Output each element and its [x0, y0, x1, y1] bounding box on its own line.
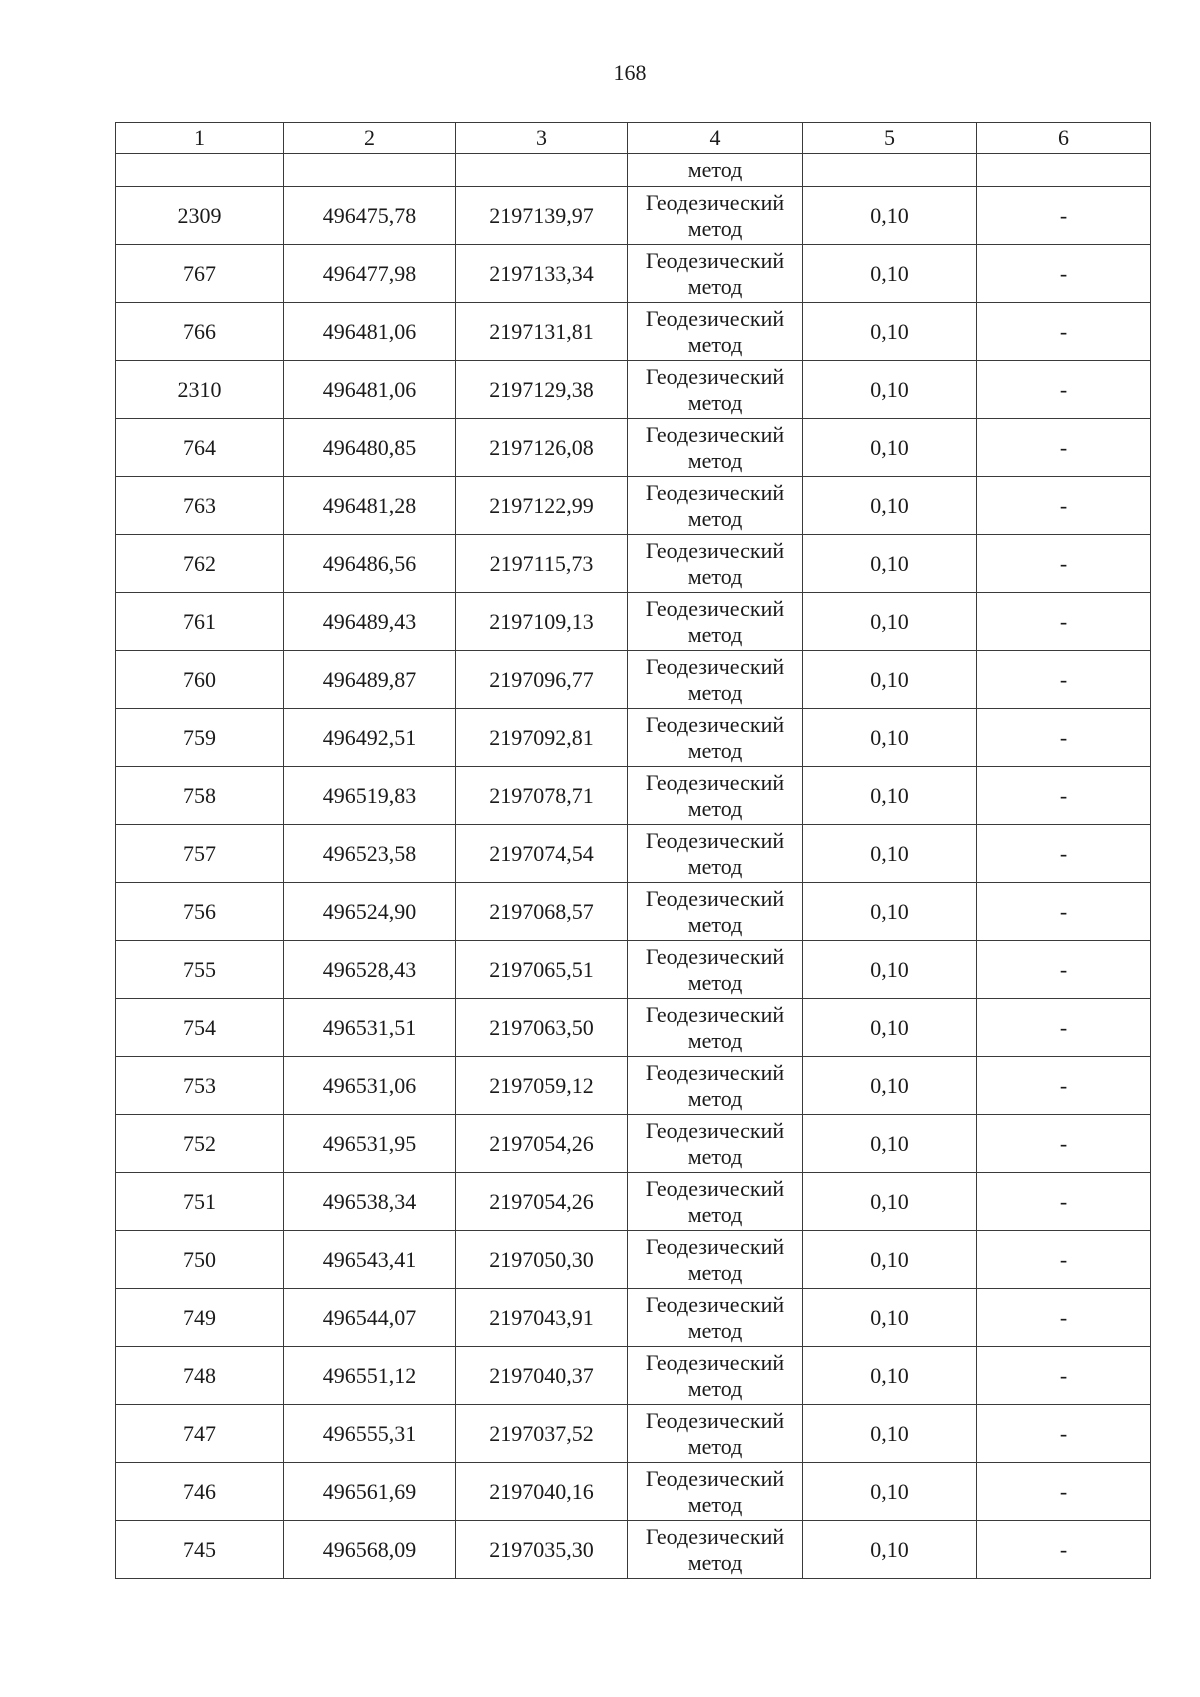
- y-coordinate-cell: 2197074,54: [456, 825, 628, 883]
- table-row: [116, 1173, 1151, 1231]
- method-line-1: Геодезический: [645, 1233, 785, 1259]
- method-line-1: Геодезический: [645, 769, 785, 795]
- method-line-2: метод: [687, 795, 743, 821]
- y-coordinate-cell: 2197131,81: [456, 303, 628, 361]
- accuracy-cell: 0,10: [803, 1347, 977, 1405]
- column-header: 6: [977, 123, 1151, 154]
- description-cell: -: [977, 1347, 1151, 1405]
- description-cell: -: [977, 1405, 1151, 1463]
- point-number-cell: 2309: [116, 187, 284, 245]
- y-coordinate-cell: 2197035,30: [456, 1521, 628, 1579]
- x-coordinate-cell: 496489,87: [284, 651, 456, 709]
- y-coordinate-cell: 2197133,34: [456, 245, 628, 303]
- method-line-2: метод: [687, 331, 743, 357]
- table-body: [116, 123, 1151, 1579]
- accuracy-cell: 0,10: [803, 1521, 977, 1579]
- description-cell: -: [977, 1521, 1151, 1579]
- method-line-2: метод: [687, 1259, 743, 1285]
- accuracy-cell: 0,10: [803, 1115, 977, 1173]
- method-line-2: метод: [687, 505, 743, 531]
- description-cell: -: [977, 1289, 1151, 1347]
- table-row: [116, 419, 1151, 477]
- y-coordinate-cell: 2197126,08: [456, 419, 628, 477]
- method-line-2: метод: [687, 389, 743, 415]
- y-coordinate-cell: 2197054,26: [456, 1115, 628, 1173]
- method-line-1: Геодезический: [645, 827, 785, 853]
- method-cell: [628, 245, 803, 303]
- description-cell: -: [977, 651, 1151, 709]
- point-number-cell: 752: [116, 1115, 284, 1173]
- accuracy-cell: 0,10: [803, 767, 977, 825]
- description-cell: -: [977, 593, 1151, 651]
- method-line-1: Геодезический: [645, 1465, 785, 1491]
- table-row: [116, 1463, 1151, 1521]
- x-coordinate-cell: 496492,51: [284, 709, 456, 767]
- description-cell: -: [977, 941, 1151, 999]
- y-coordinate-cell: 2197065,51: [456, 941, 628, 999]
- accuracy-cell: 0,10: [803, 1057, 977, 1115]
- point-number-cell: 758: [116, 767, 284, 825]
- x-coordinate-cell: 496531,95: [284, 1115, 456, 1173]
- method-cell: [628, 1115, 803, 1173]
- y-coordinate-cell: 2197122,99: [456, 477, 628, 535]
- y-coordinate-cell: 2197059,12: [456, 1057, 628, 1115]
- method-line-1: Геодезический: [645, 1117, 785, 1143]
- x-coordinate-cell: 496481,28: [284, 477, 456, 535]
- point-number-cell: 2310: [116, 361, 284, 419]
- table-row: [116, 883, 1151, 941]
- description-cell: -: [977, 1231, 1151, 1289]
- y-coordinate-cell: 2197129,38: [456, 361, 628, 419]
- table-row: [116, 651, 1151, 709]
- table-cell: [977, 154, 1151, 187]
- y-coordinate-cell: 2197115,73: [456, 535, 628, 593]
- accuracy-cell: 0,10: [803, 419, 977, 477]
- method-cell: [628, 825, 803, 883]
- method-cell: [628, 1289, 803, 1347]
- column-header: 3: [456, 123, 628, 154]
- method-line-2: метод: [687, 737, 743, 763]
- description-cell: -: [977, 767, 1151, 825]
- column-header: 2: [284, 123, 456, 154]
- method-line-1: Геодезический: [645, 1059, 785, 1085]
- table-row: [116, 535, 1151, 593]
- method-line-1: Геодезический: [645, 421, 785, 447]
- table-row: [116, 1521, 1151, 1579]
- method-line-2: метод: [687, 621, 743, 647]
- method-line-1: Геодезический: [645, 1407, 785, 1433]
- method-cell: [628, 303, 803, 361]
- x-coordinate-cell: 496543,41: [284, 1231, 456, 1289]
- accuracy-cell: 0,10: [803, 1173, 977, 1231]
- x-coordinate-cell: 496480,85: [284, 419, 456, 477]
- description-cell: -: [977, 535, 1151, 593]
- y-coordinate-cell: 2197054,26: [456, 1173, 628, 1231]
- method-line-1: Геодезический: [645, 1001, 785, 1027]
- table-row: [116, 767, 1151, 825]
- table-row: [116, 361, 1151, 419]
- x-coordinate-cell: 496523,58: [284, 825, 456, 883]
- method-cell: [628, 593, 803, 651]
- method-line-2: метод: [687, 911, 743, 937]
- method-line-2: метод: [687, 1433, 743, 1459]
- x-coordinate-cell: 496528,43: [284, 941, 456, 999]
- accuracy-cell: 0,10: [803, 477, 977, 535]
- method-line-2: метод: [687, 215, 743, 241]
- x-coordinate-cell: 496561,69: [284, 1463, 456, 1521]
- y-coordinate-cell: 2197043,91: [456, 1289, 628, 1347]
- description-cell: -: [977, 1057, 1151, 1115]
- point-number-cell: 754: [116, 999, 284, 1057]
- column-header: 1: [116, 123, 284, 154]
- method-cell: [628, 1521, 803, 1579]
- method-cell: [628, 361, 803, 419]
- table-row: [116, 477, 1151, 535]
- description-cell: -: [977, 1115, 1151, 1173]
- description-cell: -: [977, 1173, 1151, 1231]
- description-cell: -: [977, 883, 1151, 941]
- method-cell: [628, 1231, 803, 1289]
- method-cell: [628, 477, 803, 535]
- x-coordinate-cell: 496531,51: [284, 999, 456, 1057]
- page-number: 168: [613, 60, 647, 85]
- table-row: [116, 1405, 1151, 1463]
- method-line-1: Геодезический: [645, 479, 785, 505]
- accuracy-cell: 0,10: [803, 941, 977, 999]
- y-coordinate-cell: 2197040,37: [456, 1347, 628, 1405]
- table-cell: [803, 154, 977, 187]
- method-line-1: Геодезический: [645, 1291, 785, 1317]
- table-cell: [116, 154, 284, 187]
- continuation-row: [116, 154, 1151, 187]
- method-line-1: Геодезический: [645, 1175, 785, 1201]
- description-cell: -: [977, 999, 1151, 1057]
- point-number-cell: 749: [116, 1289, 284, 1347]
- description-cell: -: [977, 825, 1151, 883]
- table-row: [116, 593, 1151, 651]
- method-line-1: Геодезический: [645, 1349, 785, 1375]
- description-cell: -: [977, 419, 1151, 477]
- method-cell: [628, 1173, 803, 1231]
- method-cell: [628, 999, 803, 1057]
- method-cell: [628, 767, 803, 825]
- point-number-cell: 753: [116, 1057, 284, 1115]
- y-coordinate-cell: 2197063,50: [456, 999, 628, 1057]
- table-row: [116, 1289, 1151, 1347]
- point-number-cell: 750: [116, 1231, 284, 1289]
- x-coordinate-cell: 496486,56: [284, 535, 456, 593]
- accuracy-cell: 0,10: [803, 535, 977, 593]
- x-coordinate-cell: 496531,06: [284, 1057, 456, 1115]
- table-row: [116, 1057, 1151, 1115]
- method-line-2: метод: [687, 1085, 743, 1111]
- x-coordinate-cell: 496551,12: [284, 1347, 456, 1405]
- table-header-row: [116, 123, 1151, 154]
- description-cell: -: [977, 245, 1151, 303]
- table-row: [116, 1231, 1151, 1289]
- y-coordinate-cell: 2197109,13: [456, 593, 628, 651]
- point-number-cell: 757: [116, 825, 284, 883]
- x-coordinate-cell: 496489,43: [284, 593, 456, 651]
- method-line-1: Геодезический: [645, 885, 785, 911]
- accuracy-cell: 0,10: [803, 825, 977, 883]
- x-coordinate-cell: 496519,83: [284, 767, 456, 825]
- accuracy-cell: 0,10: [803, 361, 977, 419]
- accuracy-cell: 0,10: [803, 999, 977, 1057]
- point-number-cell: 760: [116, 651, 284, 709]
- method-line-2: метод: [687, 1549, 743, 1575]
- method-line-1: Геодезический: [645, 711, 785, 737]
- point-number-cell: 766: [116, 303, 284, 361]
- method-cell: [628, 1405, 803, 1463]
- y-coordinate-cell: 2197096,77: [456, 651, 628, 709]
- method-line-2: метод: [687, 969, 743, 995]
- description-cell: -: [977, 709, 1151, 767]
- x-coordinate-cell: 496524,90: [284, 883, 456, 941]
- table-row: [116, 245, 1151, 303]
- method-line-1: Геодезический: [645, 363, 785, 389]
- y-coordinate-cell: 2197040,16: [456, 1463, 628, 1521]
- accuracy-cell: 0,10: [803, 593, 977, 651]
- point-number-cell: 748: [116, 1347, 284, 1405]
- method-line-1: Геодезический: [645, 943, 785, 969]
- x-coordinate-cell: 496481,06: [284, 361, 456, 419]
- point-number-cell: 746: [116, 1463, 284, 1521]
- method-line-2: метод: [687, 1143, 743, 1169]
- table-row: [116, 303, 1151, 361]
- table-row: [116, 187, 1151, 245]
- accuracy-cell: 0,10: [803, 1405, 977, 1463]
- x-coordinate-cell: 496477,98: [284, 245, 456, 303]
- description-cell: -: [977, 1463, 1151, 1521]
- method-line-1: Геодезический: [645, 537, 785, 563]
- table-row: [116, 1115, 1151, 1173]
- method-cell: [628, 1463, 803, 1521]
- x-coordinate-cell: 496538,34: [284, 1173, 456, 1231]
- accuracy-cell: 0,10: [803, 245, 977, 303]
- point-number-cell: 763: [116, 477, 284, 535]
- method-cell: [628, 1347, 803, 1405]
- method-line-1: Геодезический: [645, 189, 785, 215]
- table-row: [116, 999, 1151, 1057]
- point-number-cell: 762: [116, 535, 284, 593]
- point-number-cell: 761: [116, 593, 284, 651]
- table-cell: [456, 154, 628, 187]
- method-line-1: Геодезический: [645, 653, 785, 679]
- y-coordinate-cell: 2197078,71: [456, 767, 628, 825]
- accuracy-cell: 0,10: [803, 303, 977, 361]
- method-cell: [628, 535, 803, 593]
- y-coordinate-cell: 2197050,30: [456, 1231, 628, 1289]
- point-number-cell: 764: [116, 419, 284, 477]
- method-line-2: метод: [687, 1201, 743, 1227]
- x-coordinate-cell: 496568,09: [284, 1521, 456, 1579]
- point-number-cell: 751: [116, 1173, 284, 1231]
- method-line-2: метод: [687, 853, 743, 879]
- method-line-1: Геодезический: [645, 247, 785, 273]
- x-coordinate-cell: 496481,06: [284, 303, 456, 361]
- table-row: [116, 1347, 1151, 1405]
- accuracy-cell: 0,10: [803, 187, 977, 245]
- y-coordinate-cell: 2197037,52: [456, 1405, 628, 1463]
- y-coordinate-cell: 2197068,57: [456, 883, 628, 941]
- method-line-2: метод: [687, 447, 743, 473]
- point-number-cell: 745: [116, 1521, 284, 1579]
- method-line-2: метод: [687, 563, 743, 589]
- description-cell: -: [977, 303, 1151, 361]
- point-number-cell: 755: [116, 941, 284, 999]
- method-line-1: Геодезический: [645, 1523, 785, 1549]
- method-cell: метод: [628, 154, 803, 187]
- description-cell: -: [977, 477, 1151, 535]
- point-number-cell: 756: [116, 883, 284, 941]
- coordinates-table: [115, 122, 1151, 1579]
- method-cell: [628, 941, 803, 999]
- method-cell: [628, 187, 803, 245]
- method-cell: [628, 1057, 803, 1115]
- y-coordinate-cell: 2197139,97: [456, 187, 628, 245]
- accuracy-cell: 0,10: [803, 1463, 977, 1521]
- column-header: 4: [628, 123, 803, 154]
- method-line-1: Геодезический: [645, 305, 785, 331]
- accuracy-cell: 0,10: [803, 883, 977, 941]
- method-cell: [628, 709, 803, 767]
- method-line-2: метод: [687, 1317, 743, 1343]
- method-line-2: метод: [687, 1491, 743, 1517]
- method-line-2: метод: [687, 1375, 743, 1401]
- accuracy-cell: 0,10: [803, 709, 977, 767]
- y-coordinate-cell: 2197092,81: [456, 709, 628, 767]
- point-number-cell: 747: [116, 1405, 284, 1463]
- method-cell: [628, 651, 803, 709]
- x-coordinate-cell: 496544,07: [284, 1289, 456, 1347]
- method-line-1: Геодезический: [645, 595, 785, 621]
- point-number-cell: 759: [116, 709, 284, 767]
- table-row: [116, 709, 1151, 767]
- table-cell: [284, 154, 456, 187]
- table-row: [116, 825, 1151, 883]
- x-coordinate-cell: 496555,31: [284, 1405, 456, 1463]
- method-line-2: метод: [687, 679, 743, 705]
- method-line-2: метод: [687, 273, 743, 299]
- method-line-2: метод: [687, 1027, 743, 1053]
- x-coordinate-cell: 496475,78: [284, 187, 456, 245]
- column-header: 5: [803, 123, 977, 154]
- description-cell: -: [977, 187, 1151, 245]
- accuracy-cell: 0,10: [803, 1231, 977, 1289]
- method-cell: [628, 883, 803, 941]
- table-row: [116, 941, 1151, 999]
- method-cell: [628, 419, 803, 477]
- accuracy-cell: 0,10: [803, 651, 977, 709]
- description-cell: -: [977, 361, 1151, 419]
- accuracy-cell: 0,10: [803, 1289, 977, 1347]
- point-number-cell: 767: [116, 245, 284, 303]
